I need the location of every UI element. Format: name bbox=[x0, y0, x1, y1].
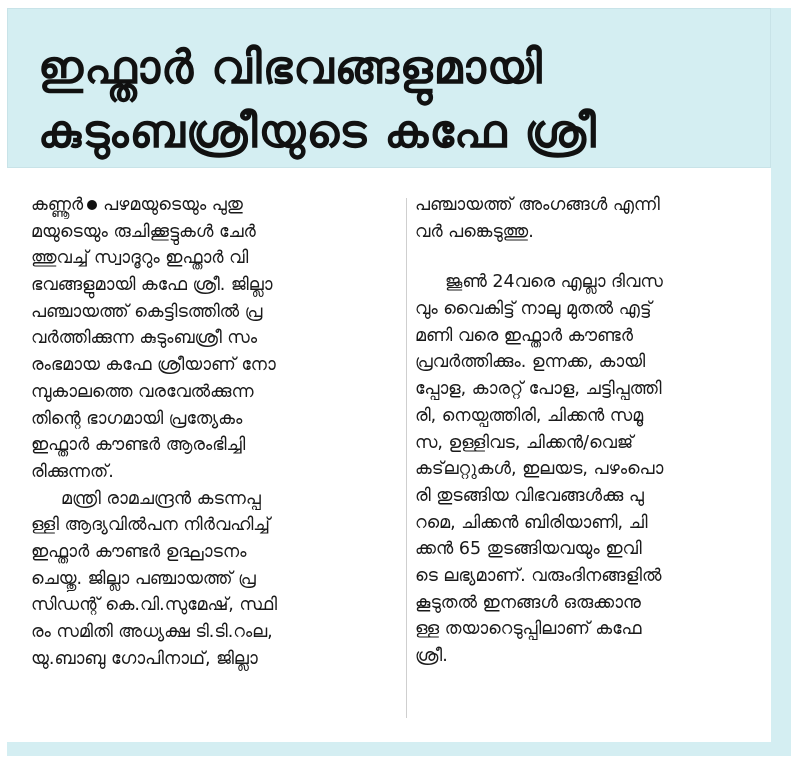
headline-box bbox=[7, 8, 771, 168]
article-line: മ്പുകാലത്തെ വരവേൽക്കുന്ന bbox=[31, 381, 254, 402]
article-line: ക്കൻ 65 തുടങ്ങിയവയും ഇവി bbox=[415, 539, 642, 560]
article-line: കട്‌ലറ്റുകൾ, ഇലയട, പഴംപൊ bbox=[415, 459, 664, 480]
article-line: പ്പോള, കാരറ്റ് പോള, ചട്ടിപ്പത്തി bbox=[415, 379, 662, 400]
background-strip-right bbox=[771, 8, 791, 756]
background-strip-bottom bbox=[7, 742, 791, 756]
article-line: ഇഫ്താർ കൗണ്ടർ ആരംഭിച്ചി bbox=[31, 435, 246, 456]
article-line: മന്ത്രി രാമചന്ദ്രൻ കടന്നപ്പ bbox=[61, 488, 261, 509]
article-line: രി, നെയ്പത്തിരി, ചിക്കൻ സമൂ bbox=[415, 405, 644, 426]
article-line: ഭവങ്ങളുമായി കഫേ ശ്രീ. ജില്ലാ bbox=[31, 275, 273, 296]
article-body bbox=[7, 168, 771, 742]
article-line: മണി വരെ ഇഫ്താർ കൗണ്ടർ bbox=[415, 325, 633, 346]
article-line: സ, ഉള്ളിവട, ചിക്കൻ/വെജ് bbox=[415, 432, 634, 453]
column-divider bbox=[406, 198, 407, 718]
article-line: ചെയ്തു. ജില്ലാ പഞ്ചായത്ത് പ്ര bbox=[31, 568, 256, 589]
article-line bbox=[31, 192, 403, 219]
article-line: ള്ളി ആദ്യവിൽപന നിർവഹിച്ച് bbox=[31, 515, 270, 536]
article-line: യു.ബാബു ഗോപിനാഥ്, ജില്ലാ bbox=[31, 648, 258, 669]
article-line: വും വൈകിട്ട് നാലു മുതൽ എട്ട് bbox=[415, 299, 652, 320]
article-line: വർത്തിക്കുന്ന കുടുംബശ്രീ സം bbox=[31, 328, 258, 349]
article-line: ശ്രീ. bbox=[415, 646, 448, 666]
article-line: രം സമിതി അധ്യക്ഷ ടി.ടി.റംല, bbox=[31, 622, 273, 642]
article-line: റമെ, ചിക്കൻ ബിരിയാണി, ചി bbox=[415, 512, 648, 533]
article-line: ത്തുവച്ച് സ്വാദൂറും ഇഫ്താർ വി bbox=[31, 248, 249, 269]
article-line: ജൂൺ 24വരെ എല്ലാ ദിവസ bbox=[445, 272, 663, 293]
article-line-text: പഴമയുടെയും പുതു bbox=[103, 195, 243, 215]
article-line: പഞ്ചായത്ത് അംഗങ്ങൾ എന്നി bbox=[415, 195, 660, 215]
headline-line-2: കുടുംബശ്രീയുടെ കഫേ ശ്രീ bbox=[38, 104, 597, 158]
article-line: പഞ്ചായത്ത് കെട്ടിടത്തിൽ പ്ര bbox=[31, 301, 263, 322]
headline-line-1: ഇഫ്താർ വിഭവങ്ങളുമായി bbox=[38, 40, 543, 94]
article-line: സിഡന്റ് കെ.വി.സുമേഷ്, സ്ഥി bbox=[31, 595, 277, 616]
article-line: ള്ള തയാറെടുപ്പിലാണ് കഫേ bbox=[415, 619, 642, 640]
article-line: കൂടുതൽ ഇനങ്ങൾ ഒരുക്കാനു bbox=[415, 592, 641, 613]
article-column-left bbox=[31, 192, 403, 672]
article-column-right bbox=[415, 192, 765, 670]
article-line: പ്രവർത്തിക്കും. ഉന്നക്ക, കായി bbox=[415, 352, 646, 373]
dateline-bullet-icon bbox=[87, 200, 97, 210]
dateline: കണ്ണൂർ bbox=[31, 195, 84, 215]
article-line: ടെ ലഭ്യമാണ്. വരുംദിനങ്ങളിൽ bbox=[415, 565, 662, 586]
article-line: തിന്റെ ഭാഗമായി പ്രത്യേകം bbox=[31, 408, 243, 429]
article-line: രിക്കുന്നത്. bbox=[31, 461, 114, 482]
article-line: രംഭമായ കഫേ ശ്രീയാണ് നോ bbox=[31, 355, 276, 376]
paragraph-gap bbox=[415, 245, 765, 269]
article-line: ഇഫ്താർ കൗണ്ടർ ഉദ്ഘാടനം bbox=[31, 541, 247, 562]
article-line: മയുടെയും രുചിക്കൂട്ടുകൾ ചേർ bbox=[31, 221, 256, 242]
article-line: വർ പങ്കെടുത്തു. bbox=[415, 221, 534, 242]
article-line: രി തുടങ്ങിയ വിഭവങ്ങൾക്കു പു bbox=[415, 485, 644, 506]
